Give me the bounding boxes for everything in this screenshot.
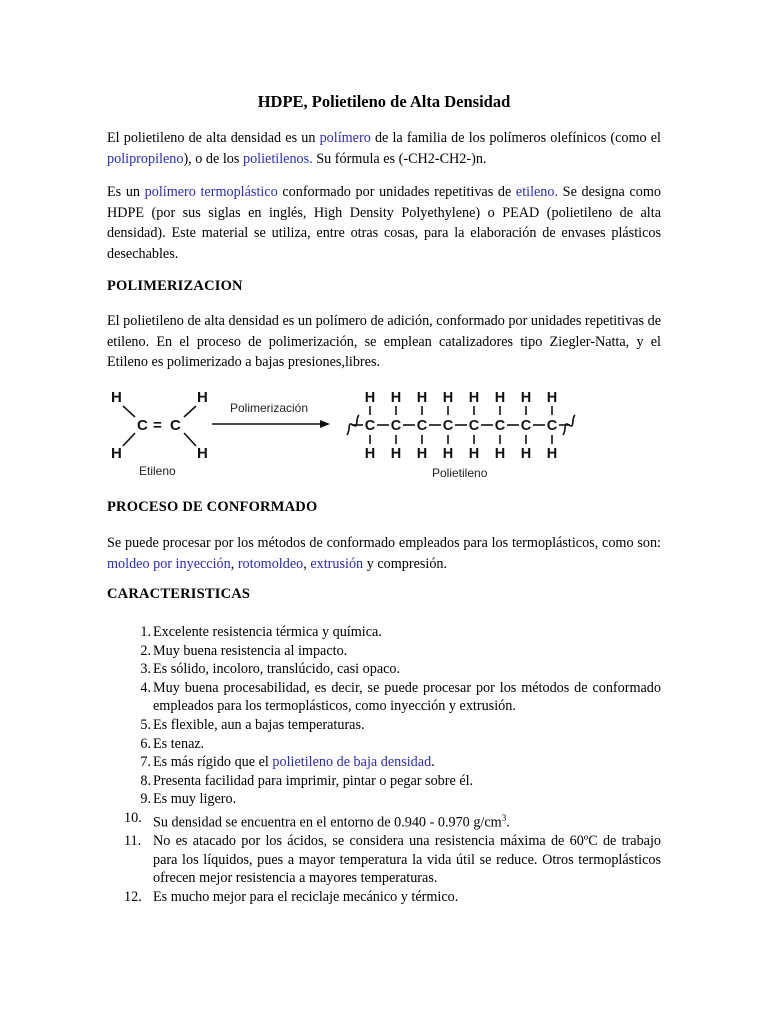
list-text-part: Es más rígido que el <box>153 754 273 771</box>
conformado-text: , <box>303 555 311 572</box>
list-text: Muy buena resistencia al impacto. <box>153 642 348 659</box>
atom-h: H <box>197 389 208 406</box>
intro-text: conformado por unidades repetitivas de <box>277 184 516 200</box>
list-text: Es flexible, aun a bajas temperaturas. <box>153 716 365 733</box>
heading-caracteristicas: CARACTERISTICAS <box>107 586 251 602</box>
atom-h: H <box>111 389 122 406</box>
list-number: 1. <box>140 624 151 640</box>
atom-h: H <box>416 390 428 406</box>
list-item <box>107 888 661 907</box>
list-item <box>107 642 661 661</box>
list-item <box>107 679 661 716</box>
ethylene-molecule <box>111 389 208 462</box>
atom-c: C <box>170 417 181 434</box>
atom-h: H <box>494 390 506 406</box>
atom-h: H <box>197 445 208 462</box>
list-item <box>107 809 661 832</box>
heading-polimerizacion: POLIMERIZACION <box>107 278 243 294</box>
list-number: 4. <box>140 679 151 696</box>
intro-text: de la familia de los polímeros olefínicos (como el <box>370 130 661 146</box>
list-number: 2. <box>140 642 151 659</box>
list-text: Excelente resistencia térmica y química. <box>153 624 382 640</box>
intro-text: ), o de los <box>183 150 243 167</box>
intro-paragraph-1 <box>107 128 661 169</box>
link-etileno[interactable]: etileno. <box>515 184 559 200</box>
conformado-text: , <box>230 555 238 572</box>
list-number: 12. <box>124 889 142 906</box>
atom-c: C <box>390 418 402 434</box>
list-text-part: . <box>506 814 510 831</box>
list-number: 7. <box>140 754 151 771</box>
intro-text: Su fórmula es (-CH2-CH2-)n. <box>312 150 487 167</box>
list-item <box>107 772 661 791</box>
atom-h: H <box>390 390 402 406</box>
intro-text: El polietileno de alta densidad es un <box>107 130 320 146</box>
atom-h: H <box>442 446 454 462</box>
caracteristicas-list <box>107 623 661 907</box>
list-item <box>107 716 661 735</box>
atom-h: H <box>520 446 532 462</box>
link-moldeo-inyeccion[interactable]: moldeo por inyección <box>107 555 231 572</box>
list-text-part: Su densidad se encuentra en el entorno de 0.940 - 0.970 g/cm <box>153 814 502 831</box>
link-polipropileno[interactable]: polipropileno <box>107 150 184 167</box>
conformado-text: Se puede procesar por los métodos de conformado empleados para los termoplásticos, como son: <box>107 535 661 551</box>
superscript: 3 <box>501 812 507 823</box>
list-text <box>153 753 661 772</box>
atom-c: C <box>468 418 480 434</box>
list-number: 9. <box>140 791 151 808</box>
list-item <box>107 660 661 679</box>
atom-h: H <box>364 390 376 406</box>
link-polimero[interactable]: polímero <box>319 130 371 146</box>
list-text: Es mucho mejor para el reciclaje mecánico y térmico. <box>153 889 459 906</box>
polymerization-diagram <box>104 386 584 486</box>
atom-c: C <box>364 418 376 434</box>
list-text: Es sólido, incoloro, translúcido, casi opaco. <box>153 661 401 678</box>
list-item <box>107 623 661 642</box>
link-polietileno-baja-densidad[interactable]: polietileno de baja densidad <box>272 754 432 771</box>
list-text <box>153 809 661 832</box>
link-rotomoldeo[interactable]: rotomoldeo <box>237 555 304 572</box>
atom-c: C <box>520 418 532 434</box>
list-number: 10. <box>124 809 142 826</box>
atom-h: H <box>364 446 376 462</box>
link-polietilenos[interactable]: polietilenos. <box>242 150 313 167</box>
atom-c: C <box>442 418 454 434</box>
polimerizacion-paragraph: El polietileno de alta densidad es un polímero de adición, conformado por unidades repetitivas de etileno. En el proceso de polimerización, se emplean catalizadores tipo Ziegler-Natta, y el Etileno es polimerizado a bajas presiones,libres. <box>107 313 661 370</box>
list-number: 8. <box>140 772 151 789</box>
atom-c: C <box>416 418 428 434</box>
atom-h: H <box>468 446 480 462</box>
atom-h: H <box>546 446 558 462</box>
arrow-label: Polimerización <box>230 401 309 415</box>
reaction-arrow <box>212 420 330 428</box>
list-number: 11. <box>124 833 142 850</box>
list-item <box>107 832 661 888</box>
list-item <box>107 753 661 772</box>
intro-text: Es un <box>107 184 145 200</box>
atom-c: C <box>546 418 558 434</box>
atom-h: H <box>468 390 480 406</box>
atom-h: H <box>546 390 558 406</box>
atom-h: H <box>494 446 506 462</box>
intro-text: Se designa como HDPE (por sus siglas en inglés, High Density Polyethylene) o PEAD (polietileno de alta densidad). Este material se utiliza, entre otras cosas, para la elaboración de envases plásticos desechables. <box>107 184 661 262</box>
list-number: 5. <box>140 716 151 733</box>
list-text: Es tenaz. <box>153 735 205 752</box>
list-item <box>107 735 661 754</box>
conformado-text: y compresión. <box>363 555 448 572</box>
list-text: Es muy ligero. <box>153 791 237 808</box>
polyethylene-chain <box>347 390 575 462</box>
list-text-part: . <box>431 754 435 771</box>
list-number: 3. <box>140 661 151 678</box>
heading-proceso-conformado: PROCESO DE CONFORMADO <box>107 499 318 515</box>
atom-h: H <box>416 446 428 462</box>
atom-h: H <box>442 390 454 406</box>
double-bond: = <box>153 417 162 434</box>
atom-h: H <box>520 390 532 406</box>
chain-break-right <box>563 415 575 435</box>
intro-paragraph-2 <box>107 182 661 264</box>
atom-h: H <box>390 446 402 462</box>
conformado-paragraph <box>107 533 661 574</box>
link-extrusion[interactable]: extrusión <box>310 555 364 572</box>
link-polimero-termoplastico[interactable]: polímero termoplástico <box>144 184 278 200</box>
atom-c: C <box>137 417 148 434</box>
list-text: Presenta facilidad para imprimir, pintar o pegar sobre él. <box>153 772 474 789</box>
list-item <box>107 790 661 809</box>
list-text: Muy buena procesabilidad, es decir, se puede procesar por los métodos de conformado empleados para los termoplásticos, como inyección y extrusión. <box>153 679 661 715</box>
ethylene-label: Etileno <box>139 464 176 478</box>
list-text: No es atacado por los ácidos, se considera una resistencia máxima de 60ºC de trabajo para los líquidos, pues a mayor temperatura la vida útil se reduce. Otros termoplásticos ofrecen mejor resistencia a mayores temperaturas. <box>153 833 661 887</box>
document-title: HDPE, Polietileno de Alta Densidad <box>257 92 511 111</box>
polyethylene-label: Polietileno <box>432 466 488 480</box>
list-number: 6. <box>140 735 151 752</box>
atom-c: C <box>494 418 506 434</box>
atom-h: H <box>111 445 122 462</box>
